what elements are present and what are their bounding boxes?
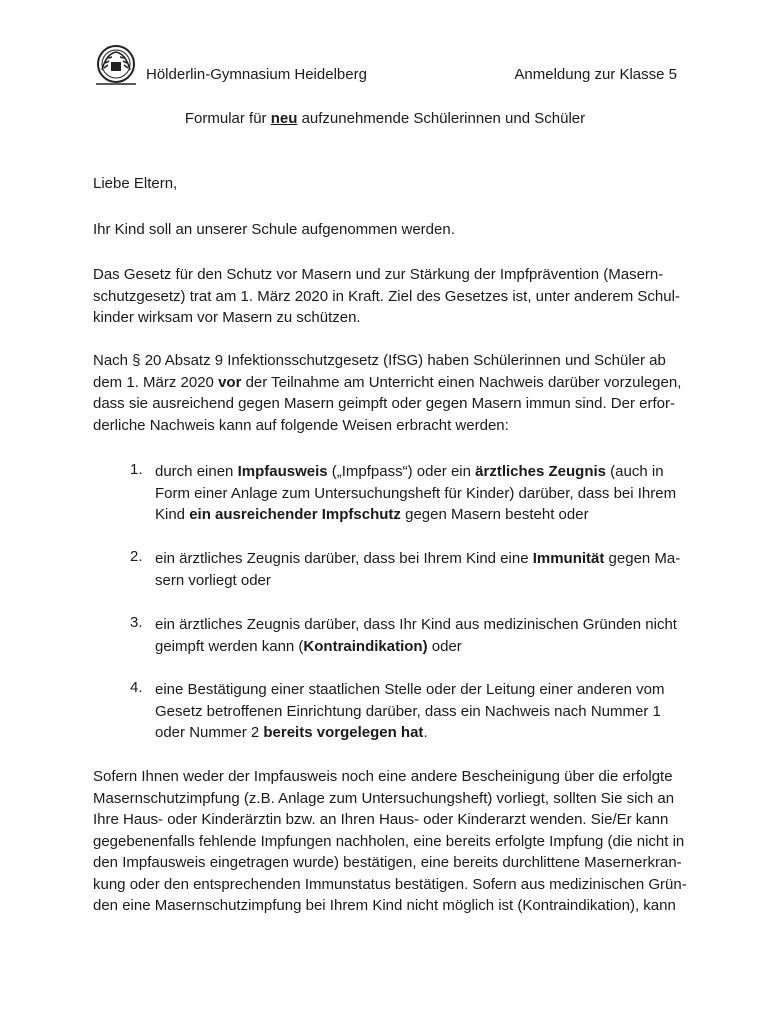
form-title	[0, 110, 770, 127]
emphasis-immunitaet: Immunität	[532, 550, 605, 567]
title-text-before: Formular für	[184, 110, 271, 127]
list-line: Form einer Anlage zum Untersuchungsheft für Kinder) darüber, dass bei Ihrem	[155, 484, 677, 502]
emphasis-bereits-vorgelegen: bereits vorgelegen hat	[263, 724, 424, 741]
school-name: Hölderlin-Gymnasium Heidelberg	[146, 66, 367, 83]
ifsg-line: Nach § 20 Absatz 9 Infektionsschutzgesetz (IfSG) haben Schülerinnen und Schüler ab	[93, 352, 666, 369]
emphasis-aerztliches-zeugnis: ärztliches Zeugnis	[475, 463, 607, 480]
list-line: ein ärztliches Zeugnis darüber, dass Ihr Kind aus medizinischen Gründen nicht	[155, 616, 677, 633]
emphasis-vor: vor	[218, 373, 242, 391]
greeting: Liebe Eltern,	[93, 175, 178, 192]
ifsg-line: dem 1. März 2020 vor der Teilnahme am Unterricht einen Nachweis darüber vorzulegen,	[93, 373, 682, 391]
list-line: oder Nummer 2 bereits vorgelegen hat.	[155, 724, 428, 741]
list-item-number: 1.	[130, 461, 143, 478]
closing-line: Sofern Ihnen weder der Impfausweis noch eine andere Bescheinigung über die erfolgte	[93, 768, 673, 785]
list-line: eine Bestätigung einer staatlichen Stelle oder der Leitung einer anderen vom	[155, 681, 665, 698]
closing-line: kung oder den entsprechenden Immunstatus bestätigen. Sofern aus medizinischen Grün-	[93, 875, 687, 893]
closing-paragraph	[93, 766, 687, 917]
closing-line: gegebenenfalls fehlende Impfungen nachholen, eine bereits erfolgte Impfung (die nicht in	[93, 832, 685, 850]
list-item	[130, 614, 687, 657]
list-line: geimpft werden kann (Kontraindikation) oder	[155, 637, 462, 655]
ifsg-line: dass sie ausreichend gegen Masern geimpft oder gegen Masern immun sind. Der erfor-	[93, 395, 675, 412]
emphasis-kontraindikation: Kontraindikation)	[303, 637, 428, 655]
list-line: sern vorliegt oder	[155, 571, 271, 589]
emphasis-impfausweis: Impfausweis	[237, 463, 328, 480]
list-line: Gesetz betroffenen Einrichtung darüber, dass ein Nachweis nach Nummer 1	[155, 702, 661, 720]
list-item	[130, 679, 687, 744]
list-line: Kind ein ausreichender Impfschutz gegen Masern besteht oder	[155, 506, 589, 523]
closing-line: Ihre Haus- oder Kinderärztin bzw. an Ihren Haus- oder Kinderarzt wenden. Sie/Er kann	[93, 811, 669, 828]
ifsg-line: derliche Nachweis kann auf folgende Weisen erbracht werden:	[93, 416, 509, 434]
intro-paragraph: Ihr Kind soll an unserer Schule aufgenommen werden.	[93, 221, 455, 238]
list-item	[130, 461, 687, 526]
law-line: schutzgesetz) trat am 1. März 2020 in Kraft. Ziel des Gesetzes ist, unter anderem Schul-	[93, 287, 680, 305]
closing-line: den eine Masernschutzimpfung bei Ihrem Kind nicht möglich ist (Kontraindikation), kann	[93, 897, 676, 914]
law-paragraph	[93, 264, 687, 329]
list-item-number: 2.	[130, 548, 143, 565]
list-item-number: 3.	[130, 614, 143, 631]
emphasis-impfschutz: ein ausreichender Impfschutz	[189, 506, 401, 523]
list-line: ein ärztliches Zeugnis darüber, dass bei Ihrem Kind eine Immunität gegen Ma-	[155, 550, 681, 567]
title-emphasis-neu: neu	[270, 110, 298, 127]
list-item-number: 4.	[130, 679, 143, 696]
closing-line: den Impfausweis eingetragen wurde) bestätigen, eine bereits durchlittene Masernerkran-	[93, 854, 682, 871]
form-name: Anmeldung zur Klasse 5	[514, 66, 677, 83]
law-line: Das Gesetz für den Schutz vor Masern und zur Stärkung der Impfprävention (Masern-	[93, 266, 664, 283]
closing-line: Masernschutzimpfung (z.B. Anlage zum Untersuchungsheft) vorliegt, sollten Sie sich an	[93, 789, 675, 807]
law-line: kinder wirksam vor Masern zu schützen.	[93, 309, 361, 326]
title-text-after: aufzunehmende Schülerinnen und Schüler	[297, 110, 586, 127]
list-line: durch einen Impfausweis („Impfpass“) oder ein ärztliches Zeugnis (auch in	[155, 463, 664, 480]
wreath-seal-logo	[92, 44, 140, 88]
list-item	[130, 548, 687, 591]
ifsg-paragraph	[93, 350, 687, 436]
